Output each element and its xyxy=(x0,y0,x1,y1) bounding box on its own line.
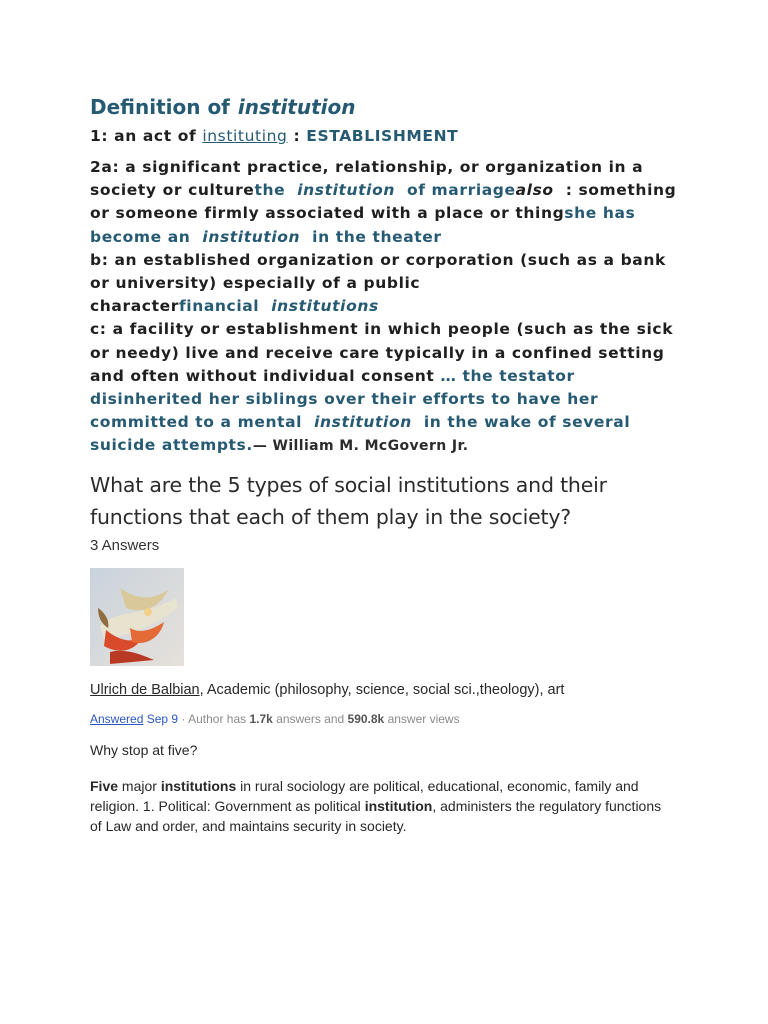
author-name-link[interactable]: Ulrich de Balbian xyxy=(90,681,200,698)
sense-1-number: 1 xyxy=(90,127,102,145)
also-label: also xyxy=(515,181,554,200)
answer-paragraph xyxy=(90,776,670,836)
sense-2a-example-pre: the xyxy=(254,181,286,200)
answers-word: answers and xyxy=(272,711,348,726)
author-line xyxy=(90,682,680,698)
instituting-link[interactable]: instituting xyxy=(202,127,288,145)
answered-date[interactable]: Sep 9 xyxy=(146,711,179,726)
answers-count[interactable]: 3 Answers xyxy=(90,536,160,554)
sense-2c xyxy=(90,318,680,458)
sense-2b-example-pre: financial xyxy=(178,297,260,316)
sense-2a-example-post: of marriage xyxy=(406,181,516,200)
sense-2c-quote-pre: … the testator disinherited her siblings over their efforts to have her committed to a mental xyxy=(90,366,599,432)
page-content xyxy=(90,92,680,836)
sense-2b-text: : an established organization or corporation (such as a bank or university) especially of a public character xyxy=(90,250,666,316)
bold-five: Five xyxy=(90,777,119,794)
author-avatar[interactable] xyxy=(90,568,184,666)
sense-1-text: : an act of xyxy=(101,127,197,145)
answers-number: 1.7k xyxy=(249,711,273,726)
quote-attribution: — William M. McGovern Jr. xyxy=(252,438,469,455)
author-credential: , Academic (philosophy, science, social sci.,theology), art xyxy=(199,681,565,698)
heading-word: institution xyxy=(237,95,356,119)
sense-2c-label: c xyxy=(90,320,100,339)
views-word: answer views xyxy=(384,711,460,726)
answer-meta xyxy=(90,712,680,726)
sense-2a-example-keyword: institution xyxy=(297,181,395,200)
sense-2a xyxy=(90,156,680,249)
sense-2a-text: : a significant practice, relationship, or organization in a society or culture xyxy=(90,158,644,200)
para-text-1: major xyxy=(118,777,161,794)
sense-2a-example2-pre: she has become an xyxy=(90,204,636,246)
definition-heading xyxy=(90,92,680,122)
sense-1 xyxy=(90,124,680,148)
sense-2b-example-keyword: institutions xyxy=(271,297,379,316)
para-text-3: , administers the regulatory functions of Law and order, and maintains security in society. xyxy=(90,797,662,834)
views-number: 590.8k xyxy=(347,711,385,726)
sense-2a-example2-post: in the theater xyxy=(312,227,442,246)
bold-institution: institution xyxy=(364,797,433,814)
sense-2b-label: b xyxy=(90,250,102,269)
avatar-image xyxy=(90,568,184,666)
meta-sep: · Author has xyxy=(178,711,250,726)
also-text: : something or someone firmly associated with a place or thing xyxy=(90,181,677,223)
heading-prefix: Definition of xyxy=(90,95,230,119)
sense-2c-text: : a facility or establishment in which people (such as the sick or needy) live and receive care typically in a confined setting and often without individual consent xyxy=(90,320,674,385)
sense-2c-quote-post: in the wake of several suicide attempts. xyxy=(90,413,631,455)
bold-institutions: institutions xyxy=(160,777,237,794)
answered-link[interactable]: Answered xyxy=(90,711,144,726)
sense-2 xyxy=(90,156,680,459)
sense-2a-example2-keyword: institution xyxy=(202,227,301,246)
para-text-2: in rural sociology are political, educational, economic, family and religion. 1. Political: Government as political xyxy=(90,777,639,814)
question-title[interactable]: What are the 5 types of social institutions and their functions that each of them play in the society? xyxy=(90,472,607,529)
sense-2c-quote-keyword: institution xyxy=(314,413,412,432)
sense-1-sep: : xyxy=(293,127,301,145)
sense-2a-label: 2a xyxy=(90,158,113,176)
answer-intro: Why stop at five? xyxy=(90,741,198,758)
synonym-establishment: ESTABLISHMENT xyxy=(306,127,459,145)
sense-2b xyxy=(90,249,680,319)
